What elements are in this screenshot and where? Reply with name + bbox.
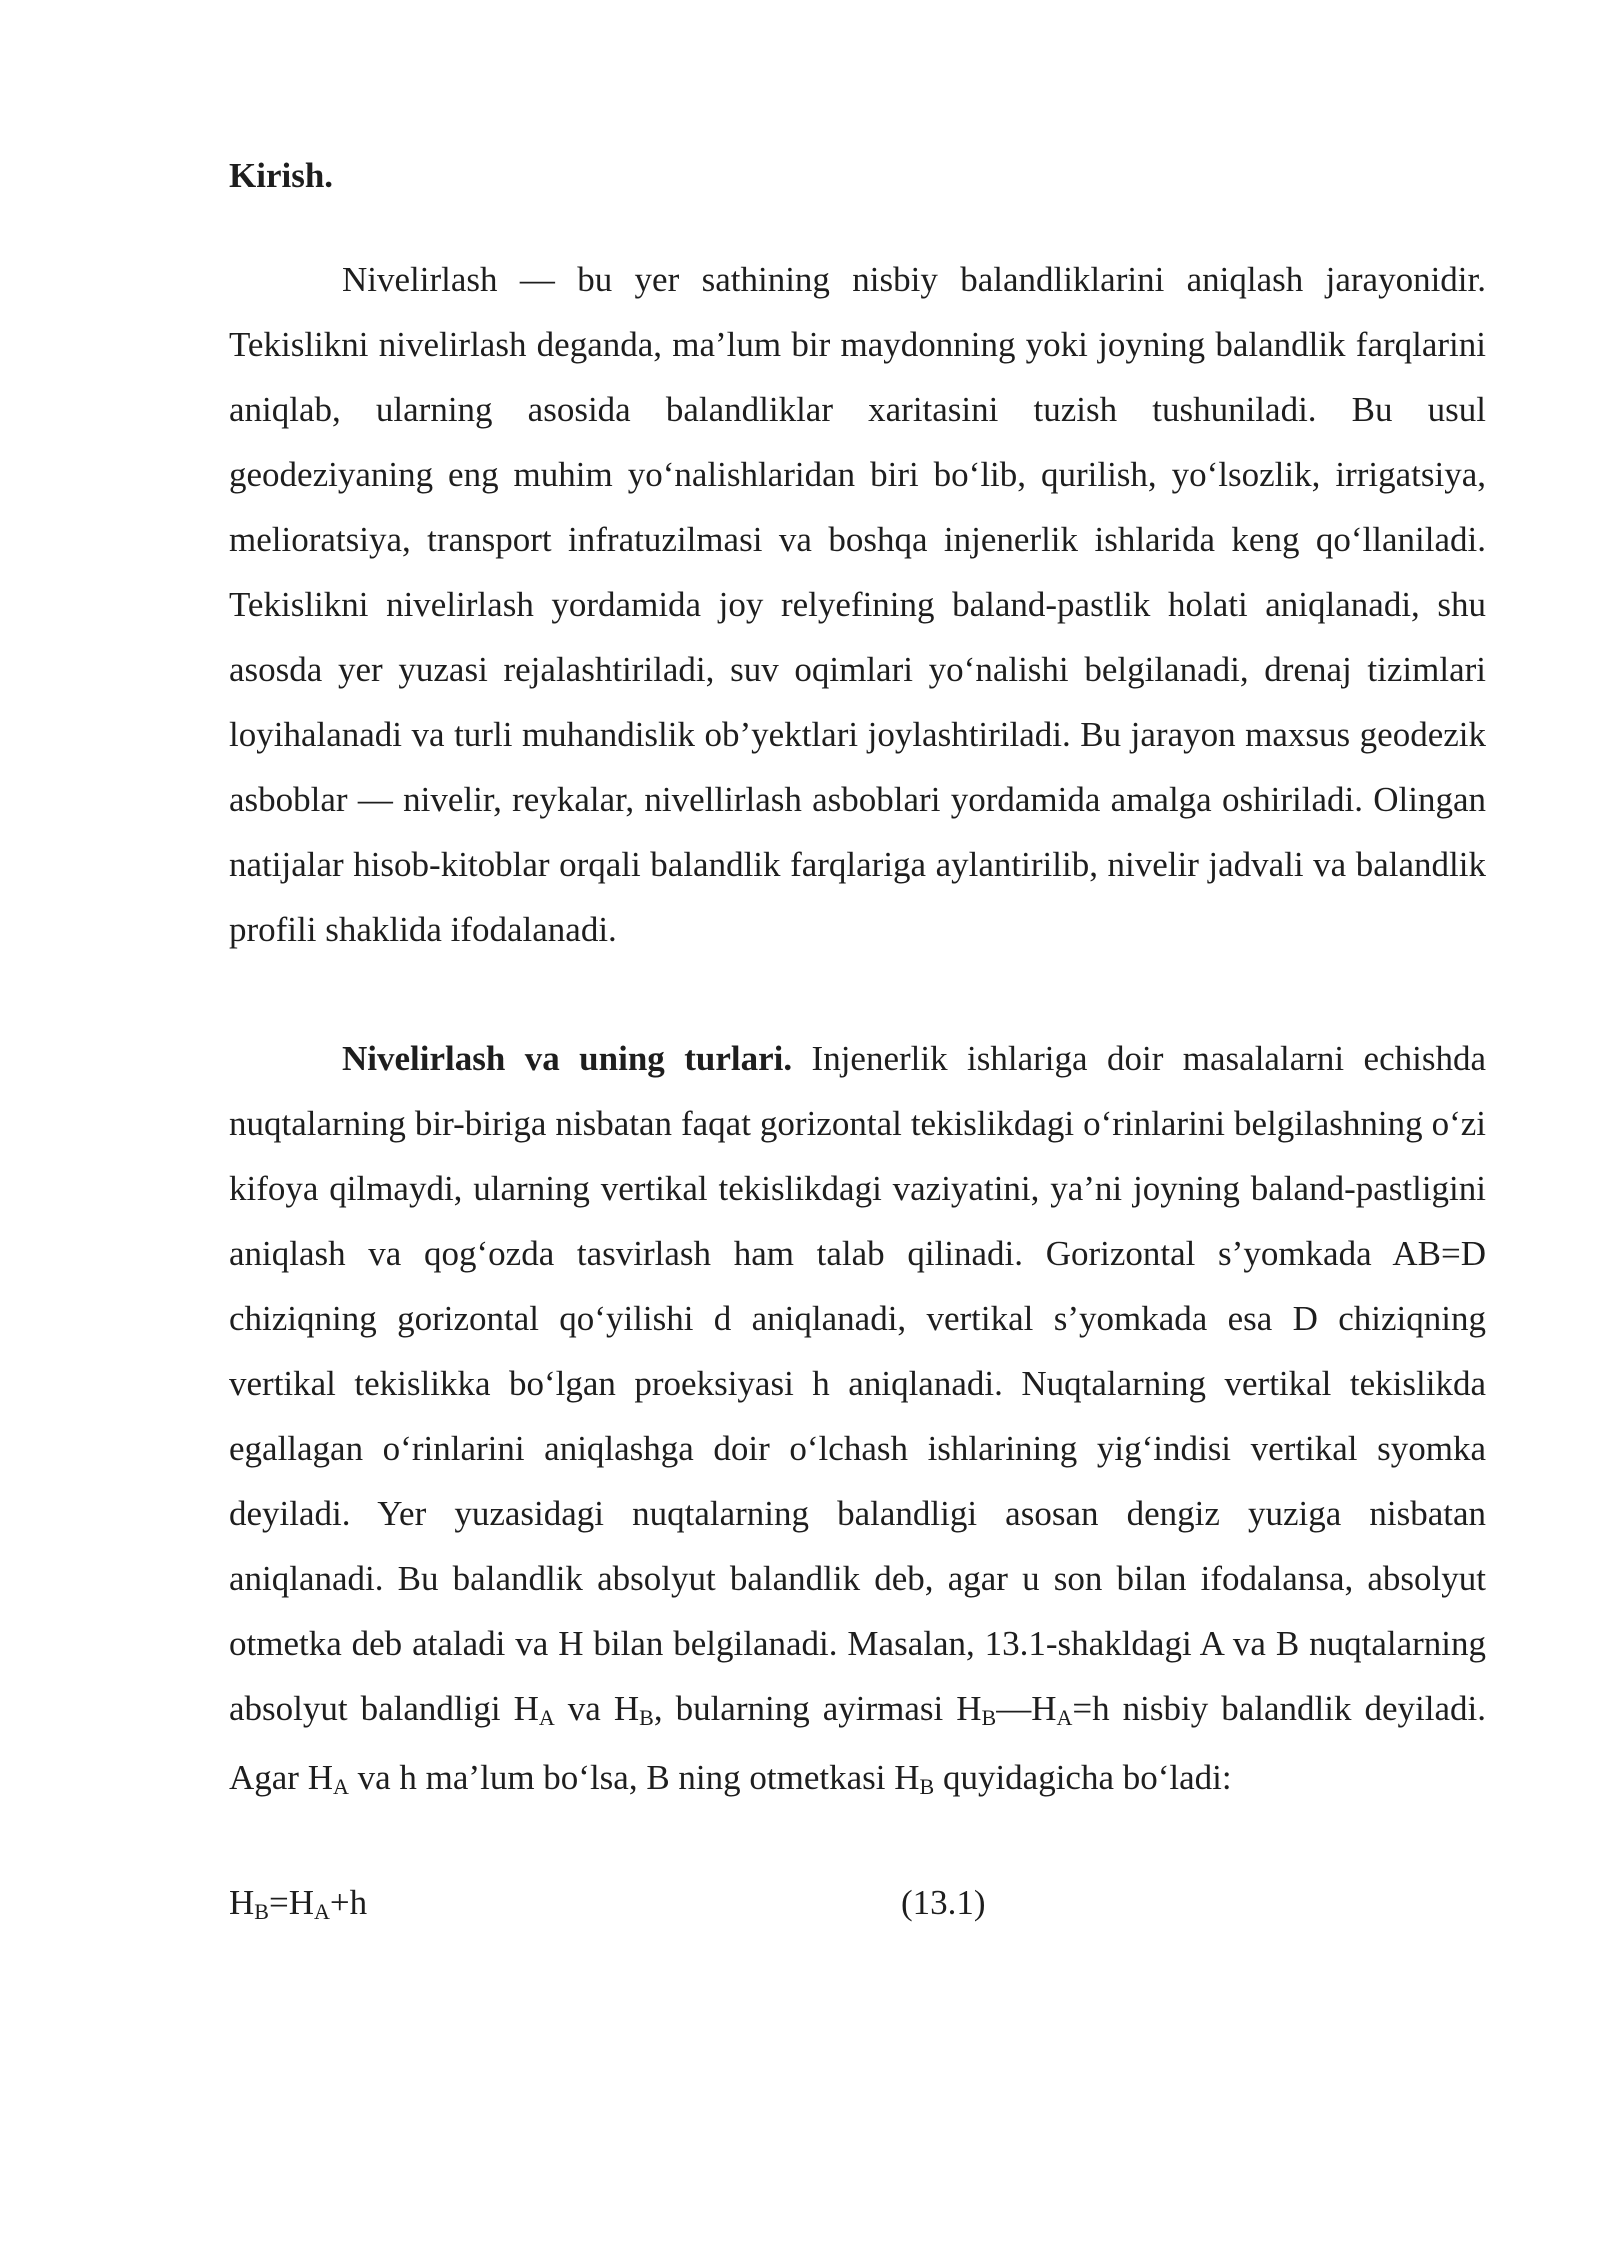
subscript: A — [538, 1705, 555, 1730]
section-heading: Kirish. — [229, 156, 334, 195]
subscript: B — [981, 1705, 997, 1730]
formula-symbol: H — [229, 1883, 255, 1922]
subscript: B — [254, 1899, 269, 1924]
formula-symbol: +h — [329, 1883, 368, 1922]
subscript: A — [1056, 1705, 1073, 1730]
paragraph-text: , bularning ayirmasi H — [653, 1689, 982, 1728]
formula-number: (13.1) — [901, 1883, 986, 1922]
paragraph-text: =h nisbiy balandlik deyiladi. Agar H — [229, 1689, 1486, 1797]
subscript: A — [333, 1774, 349, 1799]
paragraph-text: va H — [554, 1689, 640, 1728]
intro-paragraph: Nivelirlash — bu yer sathining nisbiy balandliklarini aniqlash jarayonidir. Tekislikni nivelirlash deganda, ma’lum bir maydonning yoki joyning balandlik farqlarini aniqlab, ularning asosida balandliklar xaritasini tuzish tushuniladi. Bu usul geodeziyaning eng muhim yo‘nalishlaridan biri bo‘lib, qurilish, yo‘lsozlik, irrigatsiya, melioratsiya, transport infratuzilmasi va boshqa injenerlik ishlarida keng qo‘llaniladi. Tekislikni nivelirlash yordamida joy relyefining baland-pastlik holati aniqlanadi, shu asosda yer yuzasi rejalashtiriladi, suv oqimlari yo‘nalishi belgilanadi, drenaj tizimlari loyihalanadi va turli muhandislik ob’yektlari joylashtiriladi. Bu jarayon maxsus geodezik asboblar — nivelir, reykalar, nivellirlash asboblari yordamida amalga oshiriladi. Olingan natijalar hisob-kitoblar orqali balandlik farqlariga aylantirilib, nivelir jadvali va balandlik profili shaklida ifodalanadi. — [229, 260, 1486, 949]
subscript: B — [639, 1705, 654, 1730]
paragraph-text: va h ma’lum bo‘lsa, B ning otmetkasi H — [348, 1758, 920, 1797]
subscript: B — [919, 1774, 935, 1799]
subscript: A — [313, 1899, 330, 1924]
paragraph-text: —H — [996, 1689, 1057, 1728]
leveling-types-paragraph — [229, 1026, 1486, 1814]
paragraph-lead-title: Nivelirlash va uning turlari. — [342, 1039, 793, 1078]
paragraph-text: quyidagicha bo‘ladi: — [934, 1758, 1232, 1797]
paragraph-text: Injenerlik ishlariga doir masalalarni echishda nuqtalarning bir-biriga nisbatan faqat gorizontal tekislikdagi o‘rinlarini belgilashning o‘zi kifoya qilmaydi, ularning vertikal tekislikdagi vaziyatini, ya’ni joyning baland-pastligini aniqlash va qog‘ozda tasvirlash ham talab qilinadi. Gorizontal s’yomkada AB=D chiziqning gorizontal qo‘yilishi d aniqlanadi, vertikal s’yomkada esa D chiziqning vertikal tekislikka bo‘lgan proeksiyasi h aniqlanadi. Nuqtalarning vertikal tekislikda egallagan o‘rinlarini aniqlashga doir o‘lchash ishlarining yig‘indisi vertikal syomka deyiladi. Yer yuzasidagi nuqtalarning balandligi asosan dengiz yuziga nisbatan aniqlanadi. Bu balandlik absolyut balandlik deb, agar u son bilan ifodalansa, absolyut otmetka deb ataladi va H bilan belgilanadi. Masalan, 13.1-shakldagi A va B nuqtalarning absolyut balandligi H — [229, 1039, 1486, 1728]
formula-symbol: =H — [268, 1883, 314, 1922]
